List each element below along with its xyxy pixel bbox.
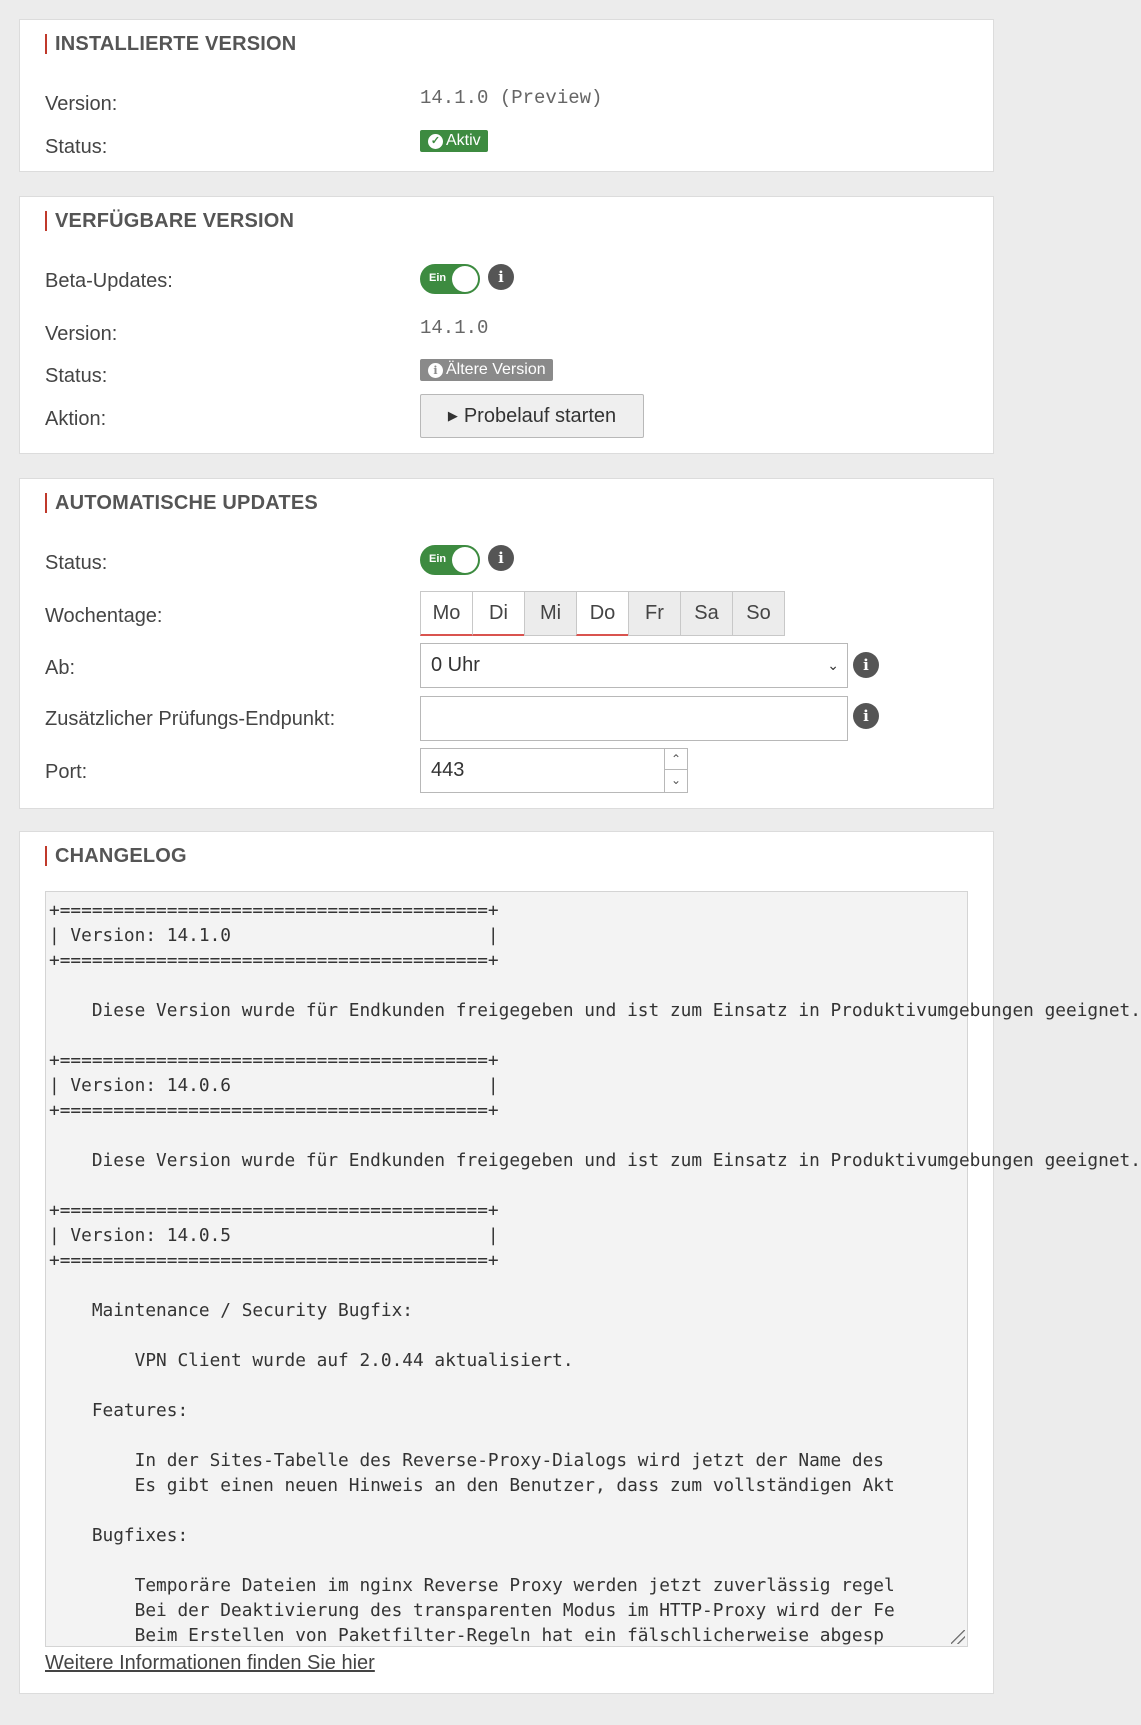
changelog-title: CHANGELOG <box>45 846 187 866</box>
port-value: 443 <box>431 759 465 781</box>
installed-version-card <box>19 19 994 172</box>
weekday-fr[interactable]: Fr <box>628 591 681 636</box>
auto-status-label: Status: <box>45 552 108 574</box>
auto-updates-toggle[interactable] <box>420 545 480 575</box>
chevron-down-icon[interactable]: ⌄ <box>670 773 682 787</box>
port-label: Port: <box>45 761 88 783</box>
beta-updates-toggle[interactable] <box>420 264 480 294</box>
chevron-up-icon[interactable]: ⌃ <box>665 749 687 770</box>
info-circle-icon: i <box>428 363 443 378</box>
weekday-mi[interactable]: Mi <box>524 591 577 636</box>
info-icon[interactable]: i <box>853 703 879 729</box>
available-status-text: Ältere Version <box>446 361 546 378</box>
chevron-down-icon: ⌄ <box>827 657 839 673</box>
available-version-value: 14.1.0 <box>420 317 489 339</box>
action-label: Aktion: <box>45 408 107 430</box>
from-label: Ab: <box>45 657 76 679</box>
available-version-title: VERFÜGBARE VERSION <box>45 211 294 231</box>
from-select-value: 0 Uhr <box>431 654 480 676</box>
installed-version-title: INSTALLIERTE VERSION <box>45 34 296 54</box>
toggle-knob <box>452 266 478 292</box>
changelog-textarea[interactable] <box>45 891 1141 1647</box>
test-run-button[interactable] <box>420 394 644 438</box>
play-icon: ▶ <box>447 408 458 423</box>
weekday-do[interactable]: Do <box>576 591 629 636</box>
auto-updates-title: AUTOMATISCHE UPDATES <box>45 493 318 513</box>
info-icon[interactable]: i <box>488 545 514 571</box>
toggle-knob <box>452 547 478 573</box>
available-status-badge <box>420 359 553 381</box>
auto-updates-toggle-label: Ein <box>429 553 447 565</box>
weekday-di[interactable]: Di <box>472 591 525 636</box>
available-status-label: Status: <box>45 365 108 387</box>
port-stepper <box>664 749 687 792</box>
auto-updates-card <box>19 478 994 809</box>
changelog-card <box>19 831 1141 1694</box>
installed-version-label: Version: <box>45 93 118 115</box>
check-circle-icon: ✓ <box>428 134 443 149</box>
endpoint-input[interactable] <box>420 696 848 741</box>
changelog-text: +========================================+ | Version: 14.1.0 | +========================================+ Diese Version wurde für Endkunden freigegeben und ist zum Einsatz in Produktivumgebungen geeignet. +========================================+ | Version: 14.0.6 | +========================================+ Diese Version wurde für Endkunden freigegeben und ist zum Einsatz in Produktivumgebungen geeignet. +========================================+ | Version: 14.0.5 | +========================================+ Maintenance / Security Bugfix: VPN Client wurde auf 2.0.44 aktualisiert. Features: In der Sites-Tabelle des Reverse-Proxy-Dialogs wird jetzt der Name des Es gibt einen neuen Hinweis an den Benutzer, dass zum vollständigen Akt Bugfixes: Temporäre Dateien im nginx Reverse Proxy werden jetzt zuverlässig regel Bei der Deaktivierung des transparenten Modus im HTTP-Proxy wird der Fe Beim Erstellen von Paketfilter-Regeln hat ein fälschlicherweise abgesp <box>49 900 1141 1646</box>
weekday-selector <box>420 591 784 636</box>
beta-updates-label: Beta-Updates: <box>45 270 173 292</box>
beta-updates-toggle-label: Ein <box>429 272 447 284</box>
test-run-button-label: Probelauf starten <box>463 404 617 427</box>
port-input[interactable] <box>420 748 688 793</box>
weekday-sa[interactable]: Sa <box>680 591 733 636</box>
endpoint-label: Zusätzlicher Prüfungs-Endpunkt: <box>45 708 336 730</box>
weekdays-label: Wochentage: <box>45 605 163 627</box>
weekday-mo[interactable]: Mo <box>420 591 473 636</box>
available-version-label: Version: <box>45 323 118 345</box>
from-select[interactable] <box>420 643 848 688</box>
weekday-so[interactable]: So <box>732 591 785 636</box>
info-icon[interactable]: i <box>853 652 879 678</box>
resize-handle-icon[interactable] <box>951 1630 965 1644</box>
installed-status-text: Aktiv <box>446 132 481 149</box>
installed-status-label: Status: <box>45 136 108 158</box>
available-version-card <box>19 196 994 454</box>
installed-status-badge <box>420 130 488 152</box>
more-info-link[interactable]: Weitere Informationen finden Sie hier <box>45 1652 375 1674</box>
info-icon[interactable]: i <box>488 264 514 290</box>
installed-version-value: 14.1.0 (Preview) <box>420 87 603 109</box>
